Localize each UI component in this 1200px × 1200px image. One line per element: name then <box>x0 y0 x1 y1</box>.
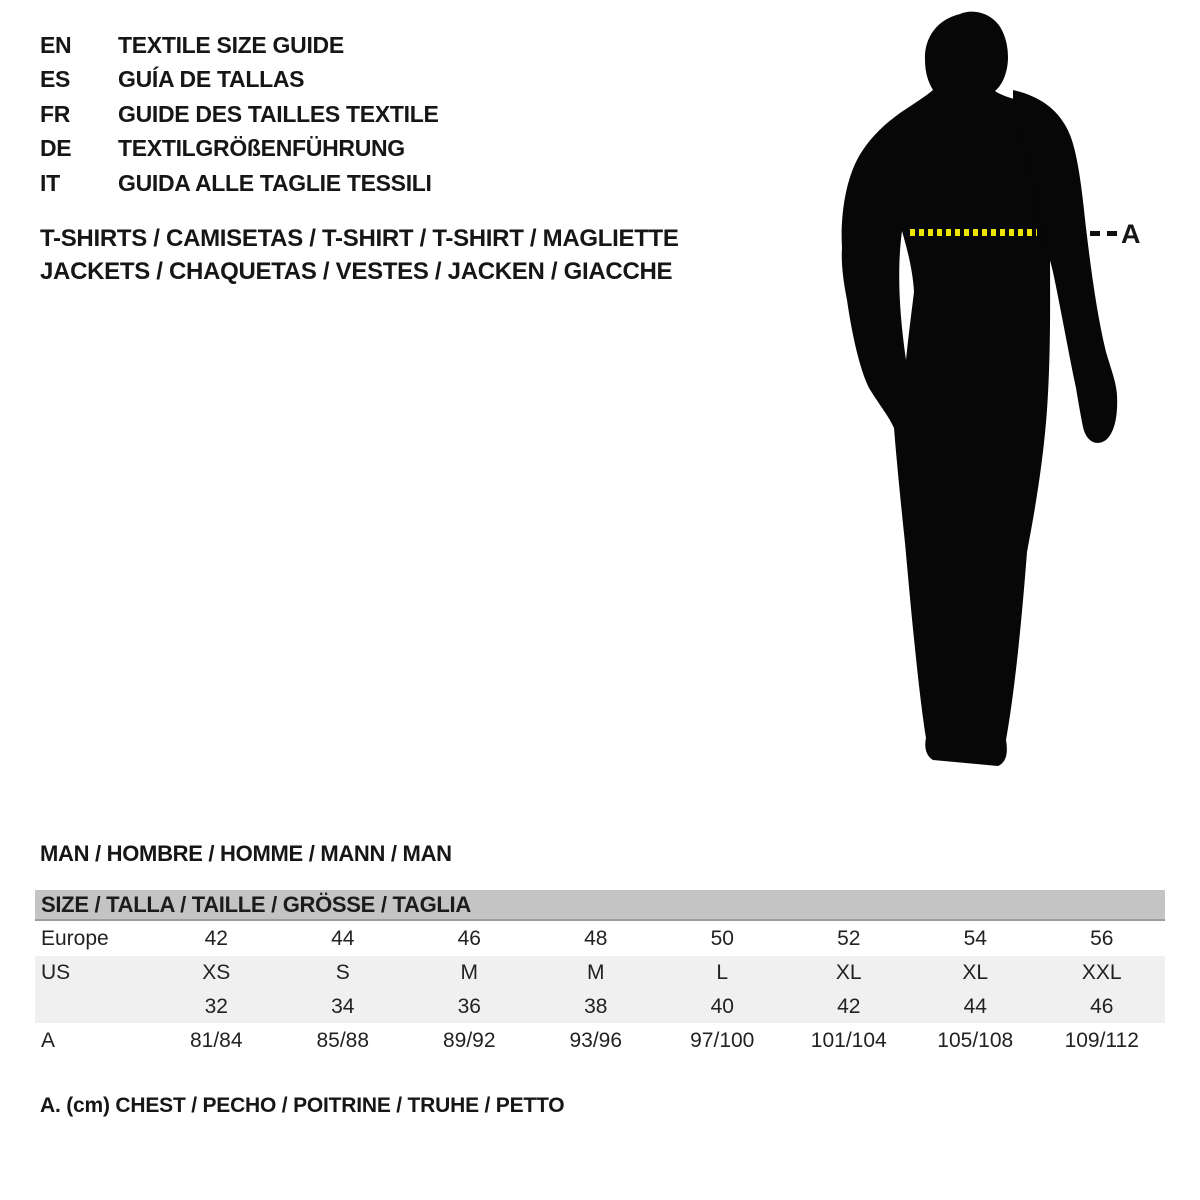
table-cell: 32 <box>204 995 228 1018</box>
measure-label-a: A <box>1121 219 1141 249</box>
category-tshirts: T-SHIRTS / CAMISETAS / T-SHIRT / T-SHIRT / MAGLIETTE <box>40 225 679 252</box>
table-cell: 101/104 <box>810 1029 887 1052</box>
table-cell: 34 <box>331 995 355 1018</box>
table-cell: 54 <box>963 927 987 950</box>
language-row <box>40 28 439 62</box>
language-code: FR <box>40 100 71 127</box>
table-cell: XL <box>835 961 862 984</box>
table-cell: 46 <box>457 927 481 950</box>
language-row <box>40 131 439 165</box>
table-cell: XS <box>202 961 231 984</box>
section-title-man: MAN / HOMBRE / HOMME / MANN / MAN <box>40 841 452 866</box>
table-cell: M <box>587 961 605 984</box>
table-cell: XL <box>962 961 989 984</box>
table-cell: 50 <box>710 927 734 950</box>
size-table-header: SIZE / TALLA / TAILLE / GRÖSSE / TAGLIA <box>35 890 1165 921</box>
language-code: DE <box>40 135 72 162</box>
table-row-us <box>35 956 1165 990</box>
table-cell: 44 <box>331 927 355 950</box>
man-silhouette <box>820 0 1200 790</box>
language-code: EN <box>40 32 72 58</box>
table-cell: 42 <box>837 995 861 1018</box>
table-cell: 44 <box>963 995 987 1018</box>
table-cell: 81/84 <box>189 1029 243 1052</box>
table-cell: S <box>335 961 350 984</box>
language-row <box>40 62 439 96</box>
table-cell: XXL <box>1081 961 1122 984</box>
row-label: A <box>41 1029 56 1052</box>
row-label: Europe <box>41 927 109 950</box>
table-cell: 36 <box>457 995 481 1018</box>
row-label <box>35 990 153 1023</box>
language-row <box>40 97 439 131</box>
table-cell: M <box>460 961 478 984</box>
measurement-legend: A. (cm) CHEST / PECHO / POITRINE / TRUHE / PETTO <box>40 1094 565 1117</box>
language-row <box>40 166 439 200</box>
category-jackets: JACKETS / CHAQUETAS / VESTES / JACKEN / GIACCHE <box>40 258 673 285</box>
table-cell: 38 <box>584 995 608 1018</box>
table-cell: 46 <box>1090 995 1114 1018</box>
category-block <box>40 222 679 288</box>
table-cell: 89/92 <box>442 1029 496 1052</box>
chest-measure-dotted-line <box>910 229 1037 236</box>
table-row-chest-cm <box>35 1023 1165 1059</box>
table-cell: 93/96 <box>569 1029 623 1052</box>
table-row-numeric <box>35 990 1165 1023</box>
language-title: GUIDA ALLE TAGLIE TESSILI <box>118 169 432 196</box>
table-cell: 42 <box>204 927 228 950</box>
table-cell: 105/108 <box>937 1029 1014 1052</box>
language-code: IT <box>40 169 60 196</box>
row-label: US <box>41 961 71 984</box>
language-title-block <box>40 28 439 200</box>
table-cell: 109/112 <box>1064 1029 1139 1052</box>
language-code: ES <box>40 66 71 93</box>
measure-callout-dash <box>1090 231 1117 236</box>
table-cell: 52 <box>837 927 861 950</box>
table-row-europe <box>35 921 1165 956</box>
table-cell: 48 <box>584 927 608 950</box>
language-title: GUÍA DE TALLAS <box>118 66 305 93</box>
language-title: TEXTILE SIZE GUIDE <box>118 32 344 58</box>
table-cell: 85/88 <box>316 1029 370 1052</box>
table-cell: L <box>716 961 729 984</box>
size-table <box>35 890 1165 1059</box>
table-cell: 56 <box>1090 927 1114 950</box>
language-title: GUIDE DES TAILLES TEXTILE <box>118 100 439 127</box>
language-title: TEXTILGRÖßENFÜHRUNG <box>118 135 405 162</box>
table-cell: 40 <box>710 995 734 1018</box>
table-cell: 97/100 <box>690 1029 755 1052</box>
man-silhouette-figure <box>820 0 1200 790</box>
